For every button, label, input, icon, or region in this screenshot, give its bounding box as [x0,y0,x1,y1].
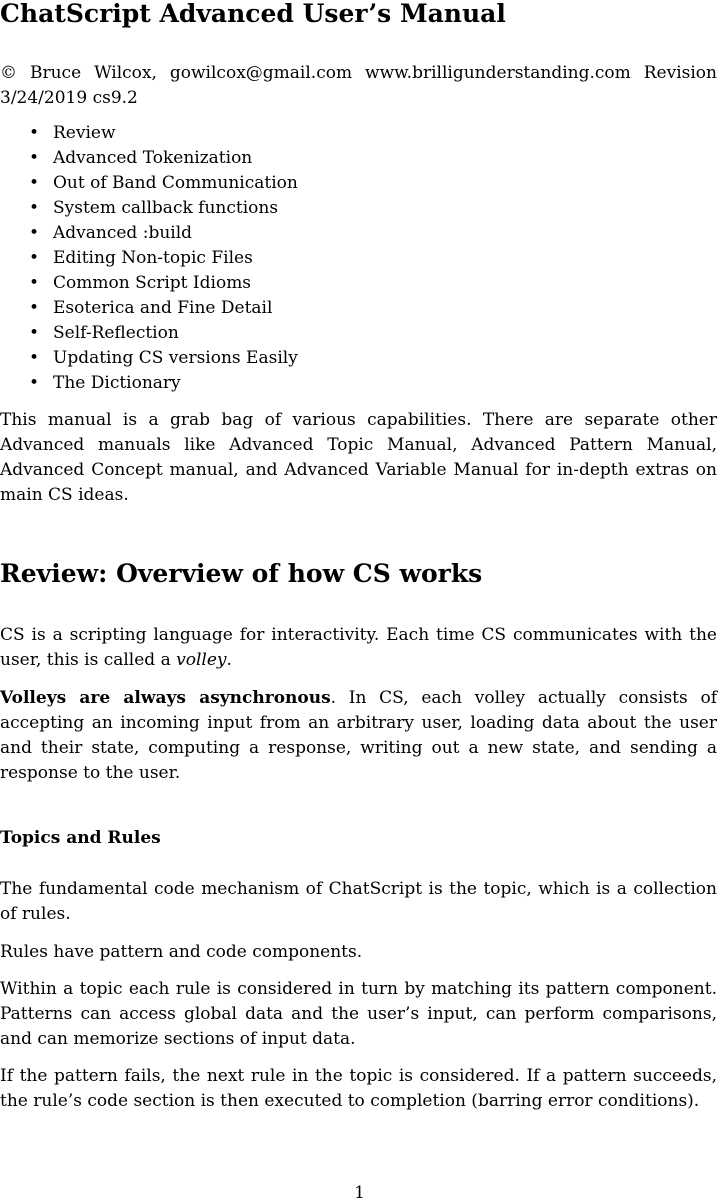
review-p2-text: . In CS, each volley actually consists of accepting an incoming input from an arbitrary user, loading data about the user and their state, computing a response, writing out a new state, and sending a response to the user. [0,688,717,783]
toc-item-advanced-tokenization: • Advanced Tokenization [0,146,298,171]
topics-paragraph-3: Within a topic each rule is considered in turn by matching its pattern component. Patterns can access global data and the user’s input, can perform comparisons, and can memorize sections of input data. [0,979,717,1049]
toc-item-advanced-build: • Advanced :build [0,221,298,246]
topics-paragraph-2: Rules have pattern and code components. [0,942,363,962]
document-title: ChatScript Advanced User’s Manual [0,0,506,28]
toc-item-common-script-idioms: • Common Script Idioms [0,271,298,296]
review-heading: Review: Overview of how CS works [0,559,483,588]
toc-item-the-dictionary: • The Dictionary [0,371,298,396]
topics-paragraph-1: The fundamental code mechanism of ChatScript is the topic, which is a collection of rules. [0,879,717,924]
intro-paragraph: This manual is a grab bag of various capabilities. There are separate other Advanced manuals like Advanced Topic Manual, Advanced Pattern Manual, Advanced Concept manual, and Advanced Variable Manual for in-depth extras on main CS ideas. [0,410,717,505]
toc-item-esoterica-and-fine-detail: • Esoterica and Fine Detail [0,296,298,321]
volley-term: volley [176,650,227,670]
page-number: 1 [354,1183,365,1203]
review-p1-end: . [226,650,232,670]
review-paragraph-1 [0,623,717,673]
toc-item-editing-non-topic-files: • Editing Non-topic Files [0,246,298,271]
review-p1-text: CS is a scripting language for interactivity. Each time CS communicates with the user, this is called a [0,625,717,670]
asynchronous-emphasis: Volleys are always asynchronous [0,688,331,708]
table-of-contents [0,121,298,396]
toc-item-self-reflection: • Self-Reflection [0,321,298,346]
byline-line-1: © Bruce Wilcox, gowilcox@gmail.com www.brilligunderstanding.com Revision [0,63,717,83]
byline-line-2: 3/24/2019 cs9.2 [0,88,138,108]
toc-item-review: • Review [0,121,298,146]
topics-heading: Topics and Rules [0,828,161,848]
toc-item-system-callback-functions: • System callback functions [0,196,298,221]
review-paragraph-2 [0,686,717,786]
topics-paragraph-4: If the pattern fails, the next rule in the topic is considered. If a pattern succeeds, the rule’s code section is then executed to completion (barring error conditions). [0,1066,717,1111]
toc-item-updating-cs-versions: • Updating CS versions Easily [0,346,298,371]
toc-item-out-of-band-communication: • Out of Band Communication [0,171,298,196]
